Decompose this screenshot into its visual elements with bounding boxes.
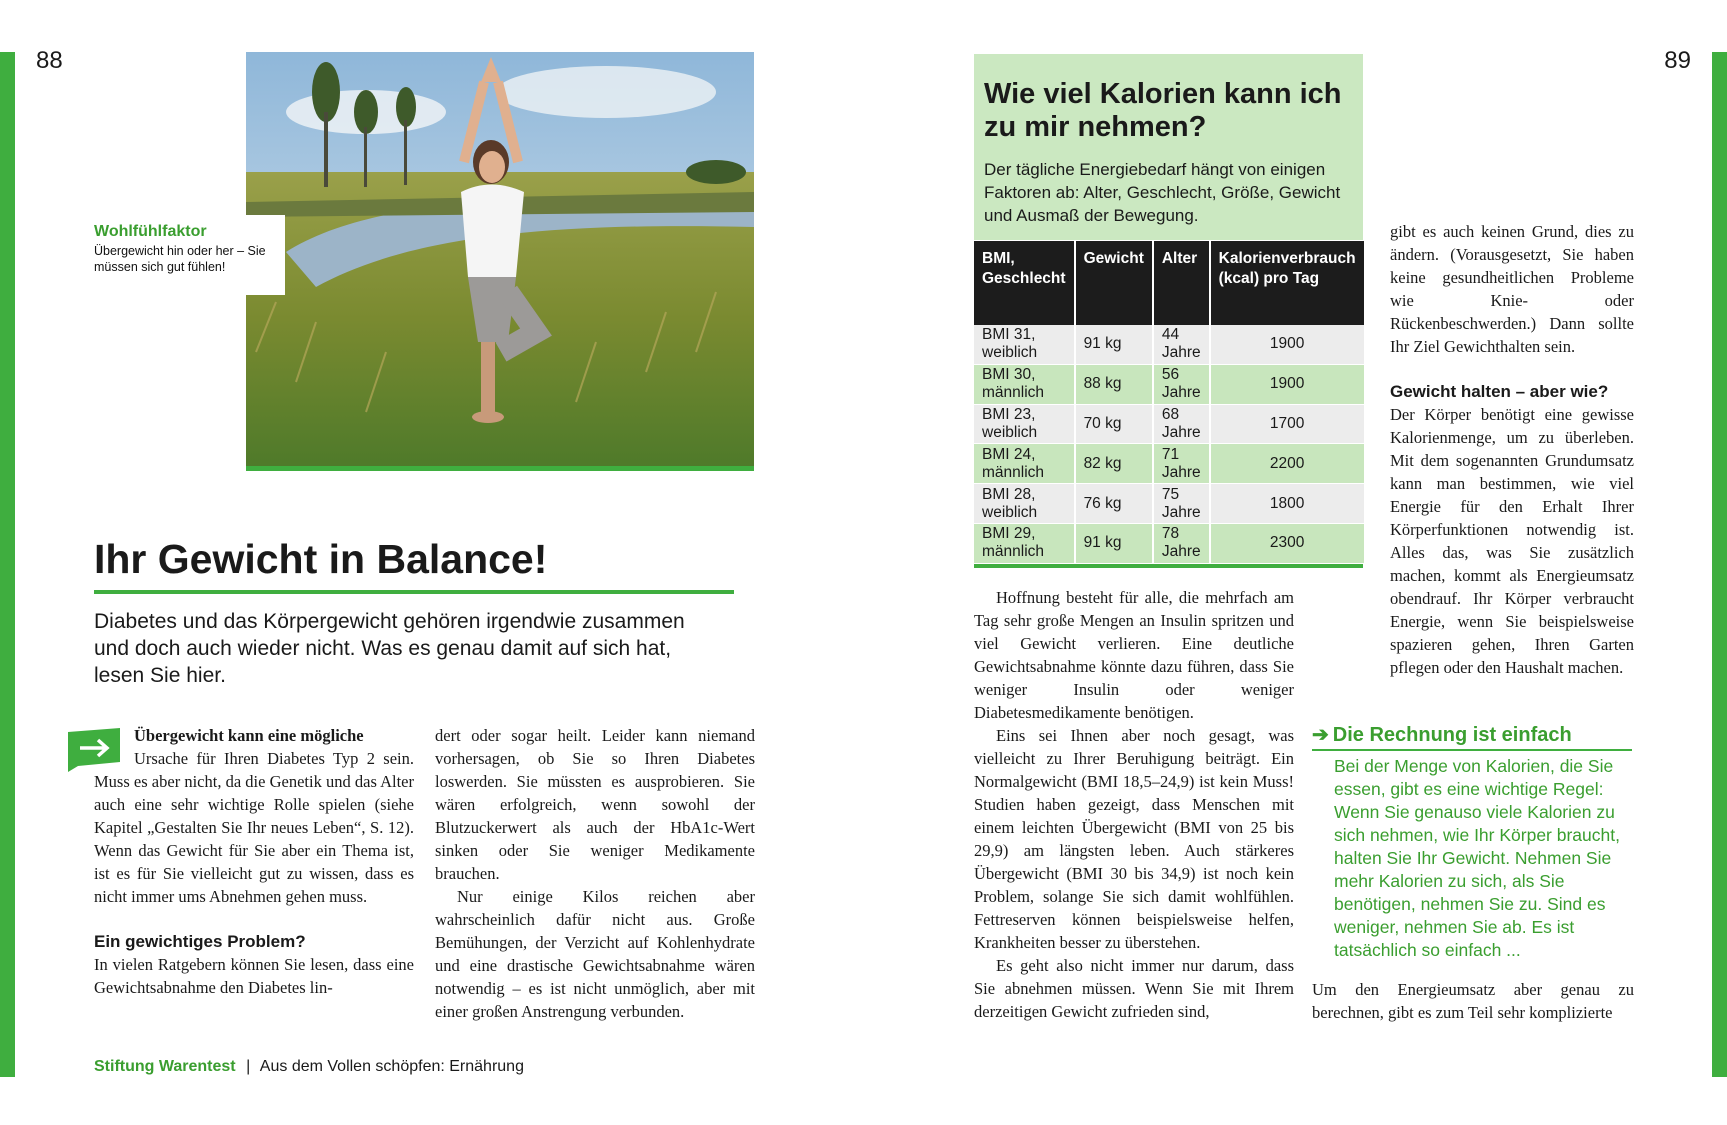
left-edge-bar [0,52,15,1077]
cell-bmi: BMI 31, weiblich [974,325,1075,364]
cell-calories: 1900 [1210,325,1364,364]
photo-caption [82,215,285,295]
table-row [974,444,1364,484]
footer-book-title: Aus dem Vollen schöpfen: Ernährung [259,1058,524,1075]
page-footer [94,1058,524,1076]
col1-subheading: Ein gewichtiges Problem? [94,932,306,951]
cell-age: 71 Jahre [1153,444,1210,484]
col1-bold-intro: Übergewicht kann eine mögliche [134,726,364,745]
calorie-box-intro: Der tägliche Energiebedarf hängt von einigen Faktoren ab: Alter, Geschlecht, Größe, Gewicht und Ausmaß der Bewegung. [984,160,1341,225]
column-1 [94,724,414,999]
tip-box [1312,722,1632,962]
cell-bmi: BMI 23, weiblich [974,404,1075,444]
column-4-upper [1390,220,1634,679]
tip-title: Die Rechnung ist einfach [1332,724,1572,746]
footer-brand: Stiftung Warentest [94,1058,236,1075]
cell-weight: 70 kg [1075,404,1153,444]
arrow-right-icon: ➔ [1312,724,1329,746]
article-lead: Diabetes und das Körpergewicht gehören irgendwie zusammen und doch auch wieder nicht. Was es genau damit auf sich hat, lesen Sie hier. [94,610,685,687]
cell-weight: 76 kg [1075,484,1153,524]
cell-calories: 1900 [1210,364,1364,404]
tip-header [1312,722,1632,751]
cell-calories: 2300 [1210,523,1364,563]
col4-paragraph-1: gibt es auch keinen Grund, dies zu ändern. (Vorausgesetzt, Sie haben keine gesundheitlichen Probleme wie Knie- oder Rückenbeschwerden.) Dann sollte Ihr Ziel Gewichthalten sein. [1390,222,1634,356]
table-row [974,325,1364,364]
footer-separator: | [246,1058,251,1075]
cell-age: 68 Jahre [1153,404,1210,444]
table-header-row [974,241,1364,325]
cell-age: 78 Jahre [1153,523,1210,563]
cell-calories: 1800 [1210,484,1364,524]
column-2 [435,724,755,1023]
cell-weight: 91 kg [1075,325,1153,364]
cell-weight: 91 kg [1075,523,1153,563]
cell-bmi: BMI 30, männlich [974,364,1075,404]
page-number-left: 88 [36,47,63,74]
cell-weight: 88 kg [1075,364,1153,404]
cell-age: 56 Jahre [1153,364,1210,404]
table-row [974,484,1364,524]
col4-subheading: Gewicht halten – aber wie? [1390,382,1609,401]
header-bmi: BMI, Geschlecht [974,241,1075,325]
yoga-photo [246,52,754,471]
cell-calories: 2200 [1210,444,1364,484]
tip-text: Bei der Menge von Kalorien, die Sie essen, gibt es eine wichtige Regel: Wenn Sie genauso viele Kalorien zu sich nehmen, wie Ihr Körper braucht, halten Sie Ihr Gewicht. Nehmen Sie mehr Kalorien zu sich, als Sie benötigen, nehmen Sie zu. Sind es weniger, nehmen Sie ab. Es ist tatsächlich so einfach ... [1334,756,1620,960]
col2-paragraph-1: dert oder sogar heilt. Leider kann niemand vorhersagen, ob Sie so Ihren Diabetes loswerden. Sie müssten es ausprobieren. Sie wären erfolgreich, wenn sowohl der Blutzuckerwert als auch der HbA1c-Wert sinken oder Sie weniger Medikamente brauchen. [435,726,755,883]
table-row [974,404,1364,444]
title-underline [94,590,734,594]
col4-paragraph-3: Um den Energieumsatz aber genau zu berechnen, gibt es zum Teil sehr komplizierte [1312,980,1634,1022]
right-edge-bar [1712,52,1727,1077]
cell-weight: 82 kg [1075,444,1153,484]
col1-paragraph-1: Ursache für Ihren Diabetes Typ 2 sein. Muss es aber nicht, da die Genetik und das Alter auch eine sehr wichtige Rolle spielen (siehe Kapitel „Gestalten Sie Ihr neues Leben“, S. 12). Wenn das Gewicht für Sie aber ein Thema ist, ist es für Sie vielleicht gut zu wissen, dass es nicht immer ums Abnehmen gehen muss. [94,749,414,906]
caption-title: Wohlfühlfaktor [94,223,207,240]
header-age: Alter [1153,241,1210,325]
cell-age: 44 Jahre [1153,325,1210,364]
caption-text: Übergewicht hin oder her – Sie müssen sich gut fühlen! [94,244,266,274]
cell-bmi: BMI 29, männlich [974,523,1075,563]
calorie-table-wrapper [974,241,1363,568]
col3-paragraph-3: Es geht also nicht immer nur darum, dass Sie abnehmen müssen. Wenn Sie mit Ihrem derzeitigen Gewicht zufrieden sind, [974,956,1294,1021]
cell-age: 75 Jahre [1153,484,1210,524]
table-row [974,523,1364,563]
cell-bmi: BMI 24, männlich [974,444,1075,484]
page-number-right: 89 [1664,47,1691,74]
cell-calories: 1700 [1210,404,1364,444]
calorie-table [974,241,1364,564]
col3-paragraph-1: Hoffnung besteht für alle, die mehrfach am Tag sehr große Mengen an Insulin spritzen und viel Gewicht verlieren. Eine deutliche Gewichtsabnahme könnte dazu führen, dass Sie weniger Insulin oder weniger Diabetesmedikamente benötigen. [974,588,1294,722]
table-row [974,364,1364,404]
col1-paragraph-2: In vielen Ratgebern können Sie lesen, dass eine Gewichtsabnahme den Diabetes lin- [94,955,414,997]
header-weight: Gewicht [1075,241,1153,325]
article-title: Ihr Gewicht in Balance! [94,536,548,582]
calorie-box-title: Wie viel Kalorien kann ich zu mir nehmen? [984,78,1342,143]
header-calories: Kalorienverbrauch (kcal) pro Tag [1210,241,1364,325]
col4-paragraph-2: Der Körper benötigt eine gewisse Kalorienmenge, um zu überleben. Mit dem sogenannten Grundumsatz kann man bestimmen, wie viel Energie für den Erhalt Ihrer Körperfunktionen notwendig ist. Alles das, was Sie zusätzlich machen, kommt als Energieumsatz obendrauf. Ihr Körper verbraucht Energie, wenn Sie beispielsweise spazieren gehen, Ihren Garten pflegen oder den Haushalt machen. [1390,405,1634,677]
col3-paragraph-2: Eins sei Ihnen aber noch gesagt, was vielleicht zu Ihrer Beruhigung beiträgt. Ein Normalgewicht (BMI 18,5–24,9) ist kein Muss! Studien haben gezeigt, dass Menschen mit einem leichten Übergewicht (BMI von 25 bis 29,9) am längsten leben. Auch stärkeres Übergewicht (BMI 30 bis 34,9) ist noch kein Problem, solange Sie sich damit wohlfühlen. Fettreserven können beispielsweise helfen, Krankheiten besser zu überstehen. [974,726,1294,952]
column-4-lower [1312,978,1634,1024]
col2-paragraph-2: Nur einige Kilos reichen aber wahrscheinlich dafür nicht aus. Große Bemühungen, der Verzicht auf Kohlenhydrate und eine drastische Gewichtsabnahme wären notwendig – es ist nicht unmöglich, aber mit einer großen Anstrengung verbunden. [435,887,755,1021]
cell-bmi: BMI 28, weiblich [974,484,1075,524]
column-3 [974,586,1294,1023]
